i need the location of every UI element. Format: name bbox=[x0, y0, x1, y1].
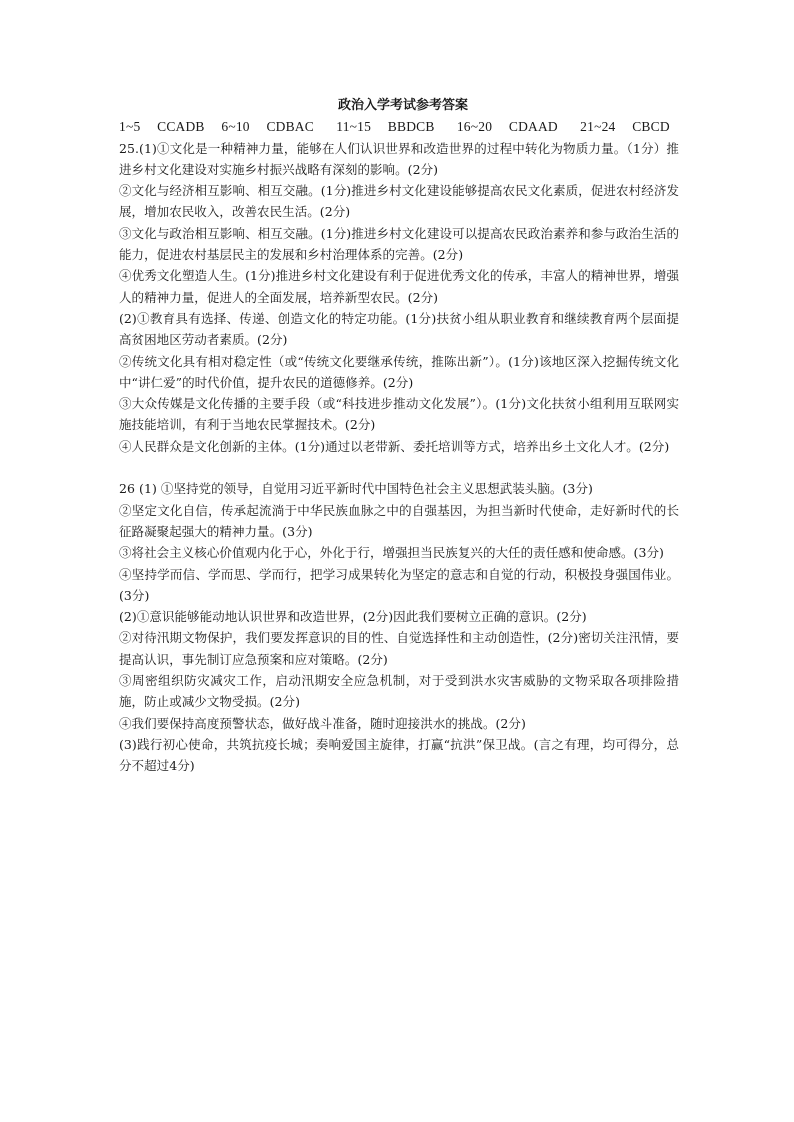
q26-paragraph: 26 (1) ①坚持党的领导，自觉用习近平新时代中国特色社会主义思想武装头脑。(3分) bbox=[119, 481, 593, 497]
question-25-answers bbox=[119, 138, 679, 457]
answer-document bbox=[119, 95, 679, 777]
q25-paragraph: ②文化与经济相互影响、相互交融。(1分)推进乡村文化建设能够提高农民文化素质，促进农村经济发展，增加农民收入，改善农民生活。(2分) bbox=[119, 183, 679, 220]
q25-paragraph: 25.(1)①文化是一种精神力量，能够在人们认识世界和改造世界的过程中转化为物质力量。（1分）推进乡村文化建设对实施乡村振兴战略有深刻的影响。(2分) bbox=[119, 140, 679, 177]
q25-paragraph: (2)①教育具有选择、传递、创造文化的特定功能。(1分)扶贫小组从职业教育和继续教育两个层面提高贫困地区劳动者素质。(2分) bbox=[119, 310, 679, 348]
q25-paragraph: ④人民群众是文化创新的主体。(1分)通过以老带新、委托培训等方式，培养出乡土文化人才。(2分) bbox=[119, 438, 670, 454]
q26-paragraph: ④坚持学而信、学而思、学而行，把学习成果转化为坚定的意志和自觉的行动，积极投身强国伟业。(3分) bbox=[119, 566, 679, 603]
q25-paragraph: ③大众传媒是文化传播的主要手段（或“科技进步推动文化发展”）。(1分)文化扶贫小组利用互联网实施技能培训，有利于当地农民掌握技术。(2分) bbox=[119, 396, 679, 433]
q26-paragraph: ④我们要保持高度预警状态，做好战斗准备，随时迎接洪水的挑战。(2分) bbox=[119, 715, 526, 731]
section-spacer bbox=[119, 457, 679, 478]
q25-paragraph: ④优秀文化塑造人生。(1分)推进乡村文化建设有利于促进优秀文化的传承，丰富人的精神世界，增强人的精神力量，促进人的全面发展，培养新型农民。(2分) bbox=[119, 268, 679, 305]
q25-paragraph: ③文化与政治相互影响、相互交融。(1分)推进乡村文化建设可以提高农民政治素养和参与政治生活的能力，促进农村基层民主的发展和乡村治理体系的完善。(2分) bbox=[119, 225, 679, 263]
q25-paragraph: ②传统文化具有相对稳定性（或“传统文化要继承传统，推陈出新”）。(1分)该地区深入挖掘传统文化中“讲仁爱”的时代价值，提升农民的道德修养。(2分) bbox=[119, 353, 679, 390]
question-26-answers bbox=[119, 478, 679, 776]
q26-paragraph: ②坚定文化自信，传承起流淌于中华民族血脉之中的自强基因，为担当新时代使命，走好新时代的长征路凝聚起强大的精神力量。(3分) bbox=[119, 502, 679, 539]
q26-paragraph: ②对待汛期文物保护，我们要发挥意识的目的性、自觉选择性和主动创造性，(2分)密切关注汛情，要提高认识，事先制订应急预案和应对策略。(2分) bbox=[119, 630, 679, 667]
q26-paragraph: ③周密组织防灾减灾工作，启动汛期安全应急机制，对于受到洪水灾害威胁的文物采取各项排险措施，防止或减少文物受损。(2分) bbox=[119, 673, 679, 710]
q26-paragraph: (3)践行初心使命，共筑抗疫长城；奏响爱国主旋律，打赢“抗洪”保卫战。(言之有理，均可得分，总分不超过4分) bbox=[119, 736, 679, 774]
q26-paragraph: ③将社会主义核心价值观内化于心，外化于行，增强担当民族复兴的大任的责任感和使命感。(3分) bbox=[119, 545, 664, 561]
multiple-choice-answer-key: 1~5 CCADB 6~10 CDBAC 11~15 BBDCB 16~20 CDAAD 21~24 CBCD bbox=[119, 119, 670, 135]
q26-paragraph: (2)①意识能够能动地认识世界和改造世界，(2分)因此我们要树立正确的意识。(2分) bbox=[119, 609, 587, 625]
document-title: 政治入学考试参考答案 bbox=[337, 98, 468, 113]
